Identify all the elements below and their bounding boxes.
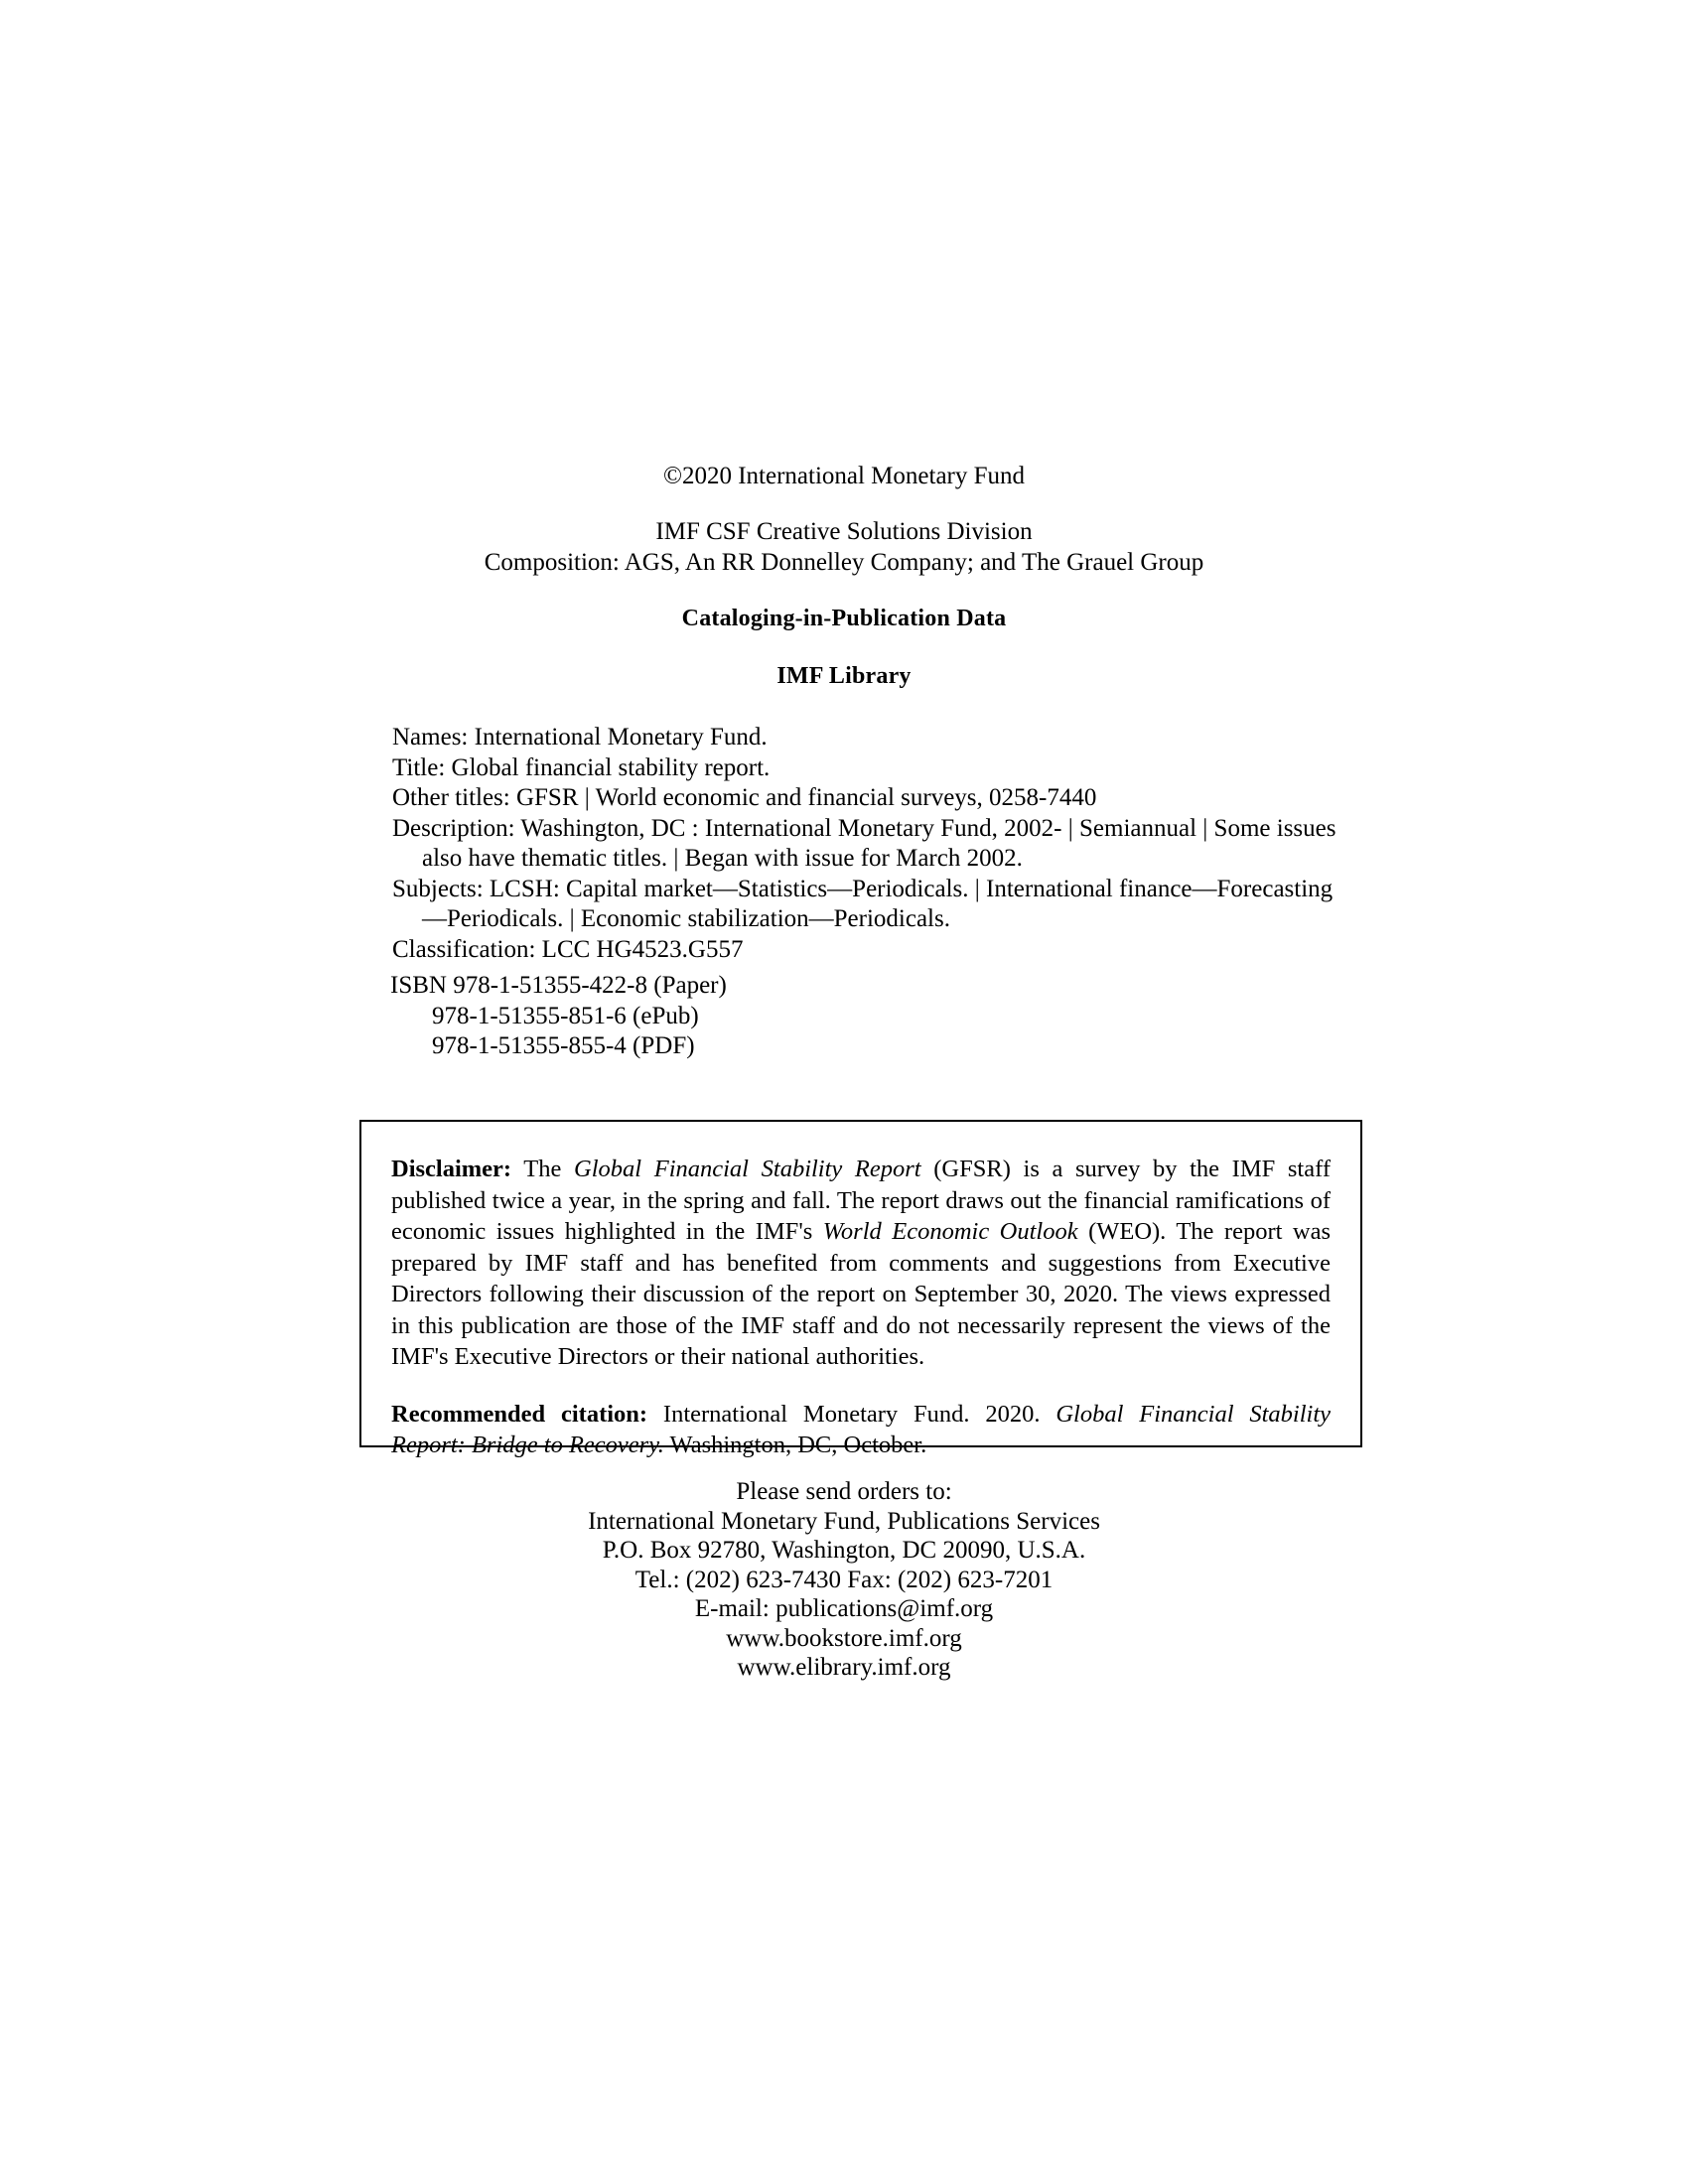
isbn-paper: ISBN 978-1-51355-422-8 (Paper) bbox=[390, 972, 727, 999]
copyright-line: ©2020 International Monetary Fund bbox=[662, 463, 1026, 489]
citation-label: Recommended citation: bbox=[391, 1400, 648, 1428]
orders-address: P.O. Box 92780, Washington, DC 20090, U.S.A. bbox=[602, 1537, 1086, 1564]
catalog-entries bbox=[392, 723, 1345, 965]
citation-italic-title: Global Financial Stability Report: Bridge to Recovery. bbox=[391, 1400, 1332, 1458]
disclaimer-italic-weo: World Economic Outlook bbox=[822, 1218, 1078, 1245]
catalog-subjects: Subjects: LCSH: Capital market—Statistics—Periodicals. | International finance—Forecasting—Periodicals. | Economic stabilization—Periodicals. bbox=[392, 875, 1334, 932]
catalog-other-titles: Other titles: GFSR | World economic and financial surveys, 0258-7440 bbox=[392, 784, 1097, 811]
orders-web-elibrary: www.elibrary.imf.org bbox=[737, 1654, 951, 1681]
orders-phone: Tel.: (202) 623-7430 Fax: (202) 623-7201 bbox=[634, 1566, 1054, 1593]
citation-text-2: Washington, DC, October. bbox=[663, 1432, 927, 1458]
isbn-pdf: 978-1-51355-855-4 (PDF) bbox=[432, 1032, 695, 1059]
credits-division-line: IMF CSF Creative Solutions Division bbox=[655, 518, 1033, 545]
orders-organization: International Monetary Fund, Publications Services bbox=[588, 1507, 1100, 1535]
disclaimer-inner bbox=[361, 1122, 1360, 1461]
isbn-epub: 978-1-51355-851-6 (ePub) bbox=[432, 1002, 699, 1029]
citation-text-1: International Monetary Fund. 2020. bbox=[647, 1400, 1056, 1428]
orders-web-bookstore: www.bookstore.imf.org bbox=[726, 1624, 962, 1652]
catalog-description: Description: Washington, DC : International Monetary Fund, 2002- | Semiannual | Some issues also have thematic titles. | Began with issue for March 2002. bbox=[392, 814, 1336, 872]
copyright-block bbox=[0, 459, 1688, 493]
catalog-classification: Classification: LCC HG4523.G557 bbox=[392, 935, 744, 963]
citation-paragraph bbox=[391, 1399, 1331, 1461]
disclaimer-italic-gfsr: Global Financial Stability Report bbox=[574, 1156, 921, 1182]
catalog-names: Names: International Monetary Fund. bbox=[392, 724, 768, 751]
catalog-title: Title: Global financial stability report. bbox=[392, 753, 771, 781]
cataloging-heading: Cataloging-in-Publication Data bbox=[681, 606, 1007, 631]
disclaimer-label: Disclaimer: bbox=[391, 1156, 512, 1182]
disclaimer-paragraph bbox=[391, 1154, 1331, 1373]
disclaimer-text-3: (WEO). The report was prepared by IMF staff and has benefited from comments and suggestions from Executive Directors following their discussion of the report on September 30, 2020. The views expressed in this publication are those of the IMF staff and do not necessarily represent the views of the IMF's Executive Directors or their national authorities. bbox=[391, 1218, 1331, 1370]
disclaimer-box bbox=[359, 1120, 1362, 1458]
isbn-block bbox=[390, 971, 1085, 1062]
orders-email: E-mail: publications@imf.org bbox=[694, 1595, 994, 1622]
disclaimer-text-1: The bbox=[511, 1156, 575, 1182]
credits-composition-line: Composition: AGS, An RR Donnelley Company; and The Grauel Group bbox=[484, 549, 1204, 576]
disclaimer-text-2: (GFSR) is a survey by the IMF staff published twice a year, in the spring and fall. The report draws out the financial ramifications of economic issues highlighted in the IMF's bbox=[391, 1156, 1331, 1245]
production-credits-block bbox=[0, 516, 1688, 578]
orders-block bbox=[0, 1477, 1688, 1683]
orders-intro: Please send orders to: bbox=[736, 1478, 952, 1505]
imf-library-heading: IMF Library bbox=[776, 663, 912, 689]
